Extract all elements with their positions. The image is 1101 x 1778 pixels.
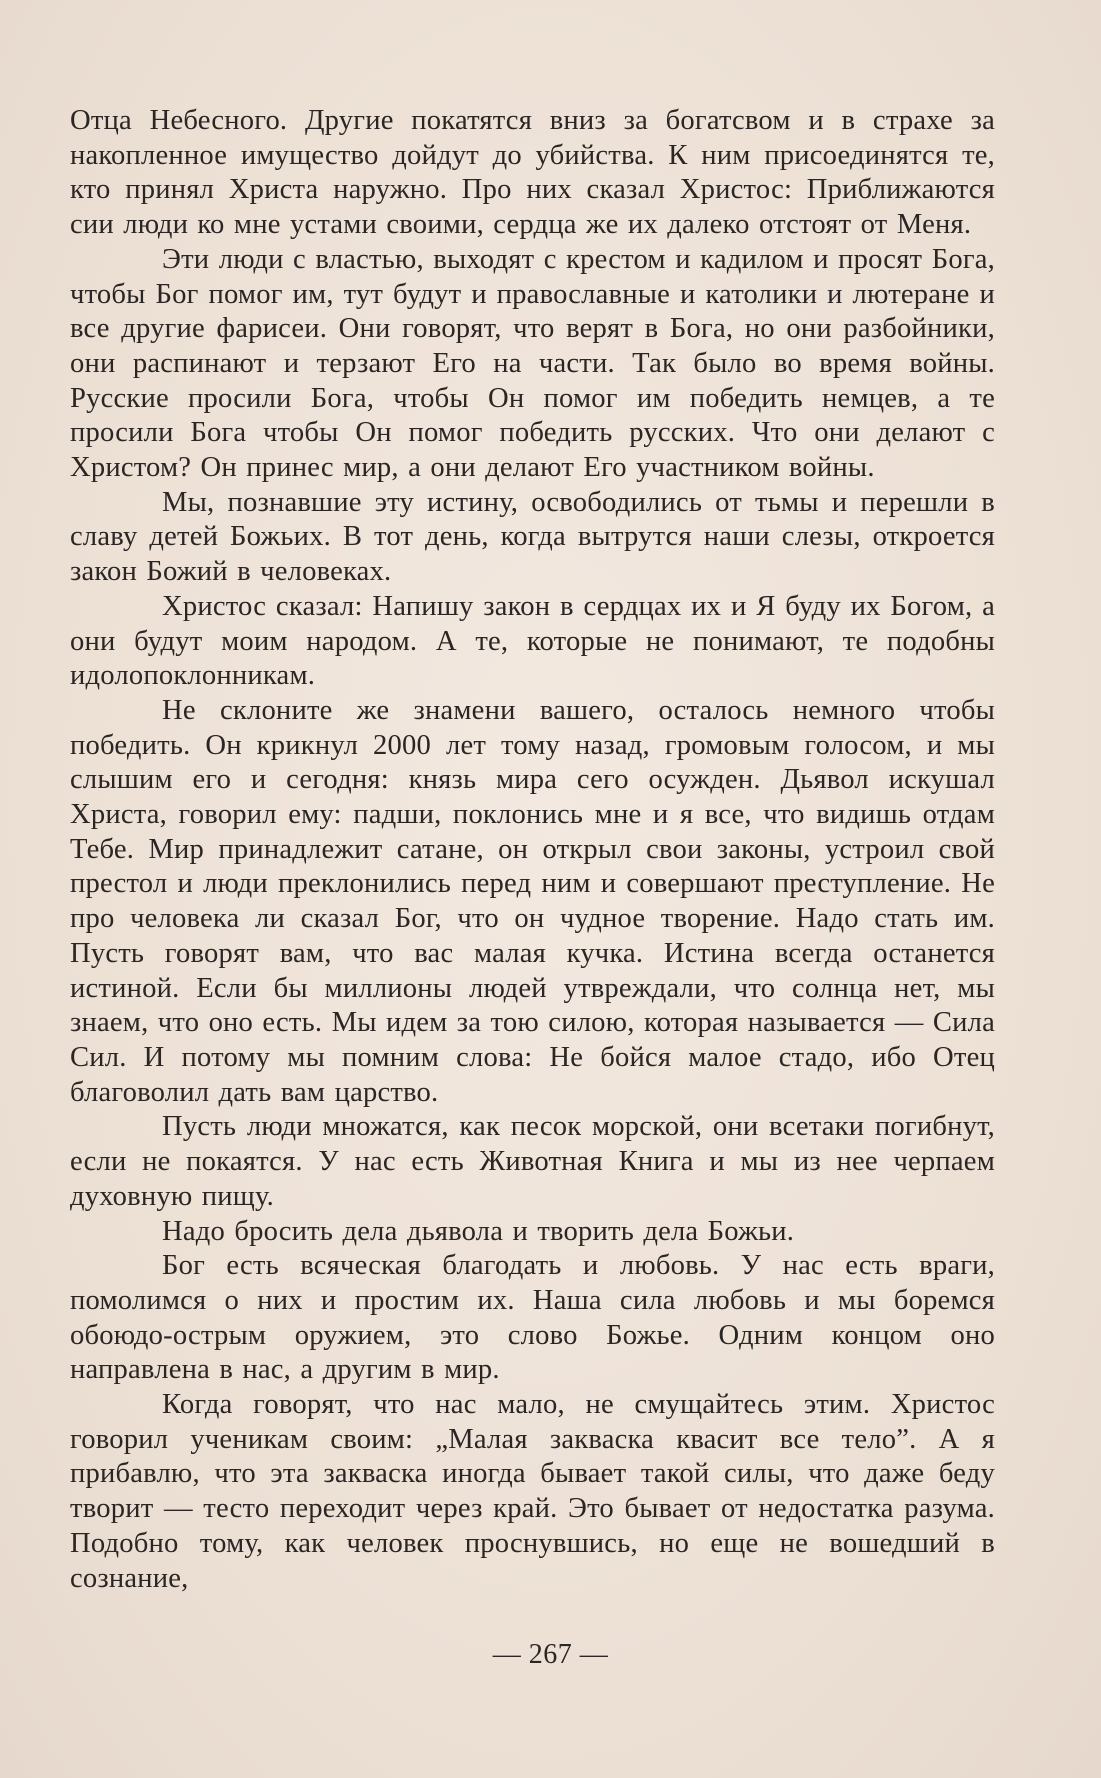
- paragraph-6: Пусть люди множатся, как песок морской, они всетаки погибнут, если не покаятся. У нас есть Животная Книга и мы из нее черпаем духовную пищу.: [70, 1111, 995, 1212]
- paragraph-2: Эти люди с властью, выходят с крестом и кадилом и просят Бога, чтобы Бог помог им, тут будут и православные и католики и лютеране и все другие фарисеи. Они говорят, что верят в Бога, но они разбойники, они распинают и терзают Его на части. Так было во время войны. Русские просили Бога, чтобы Он помог им победить немцев, а те просили Бога чтобы Он помог победить русских. Что они делают с Христом? Он принес мир, а они делают Его участником войны.: [70, 243, 995, 484]
- paragraph-3: Мы, познавшие эту истину, освободились от тьмы и перешли в славу детей Божьих. В тот день, когда вытрутся наши слезы, откроется закон Божий в человеках.: [70, 486, 995, 588]
- body-text: [70, 104, 995, 1596]
- page-number: — 267 —: [492, 1639, 609, 1670]
- paragraph-1: Отца Небесного. Другие покатятся вниз за богатсвом и в страхе за накопленное имущество дойдут до убийства. К ним присоединятся те, кто принял Христа наружно. Про них сказал Христос: Приближаются сии люди ко мне устами своими, сердца же их далеко отстоят от Меня.: [70, 105, 995, 241]
- paragraph-5: Не склоните же знамени вашего, осталось немного чтобы победить. Он крикнул 2000 лет тому назад, громовым голосом, и мы слышим его и сегодня: князь мира сего осужден. Дьявол искушал Христа, говорил ему: падши, поклонись мне и я все, что видишь отдам Тебе. Мир принадлежит сатане, он открыл свои законы, устроил свой престол и люди преклонились перед ним и совершают преступление. Не про человека ли сказал Бог, что он чудное творение. Надо стать им. Пусть говорят вам, что вас малая кучка. Истина всегда останется истиной. Если бы миллионы людей утвреждали, что солнца нет, мы знаем, что оно есть. Мы идем за тою силою, которая называется — Сила Сил. И потому мы помним слова: Не бойся малое стадо, ибо Отец благоволил дать вам царство.: [70, 694, 995, 1108]
- paragraph-9: Когда говорят, что нас мало, не смущайтесь этим. Христос говорил ученикам своим: „Малая закваска квасит все тело”. А я прибавлю, что эта закваска иногда бывает такой силы, что даже беду творит — тесто переходит через край. Это бывает от недостатка разума. Подобно тому, как человек проснувшись, но еще не вошедший в сознание,: [70, 1389, 995, 1594]
- paragraph-7: Надо бросить дела дьявола и творить дела Божьи.: [162, 1215, 795, 1247]
- paragraph-8: Бог есть всяческая благодать и любовь. У нас есть враги, помолимся о них и простим их. Наша сила любовь и мы боремся обоюдо-острым оружием, это слово Божье. Одним концом оно направлена в нас, а другим в мир.: [70, 1250, 995, 1386]
- paragraph-4: Христос сказал: Напишу закон в сердцах их и Я буду их Богом, а они будут моим народом. А те, которые не понимают, те подобны идолопоклонникам.: [70, 590, 995, 692]
